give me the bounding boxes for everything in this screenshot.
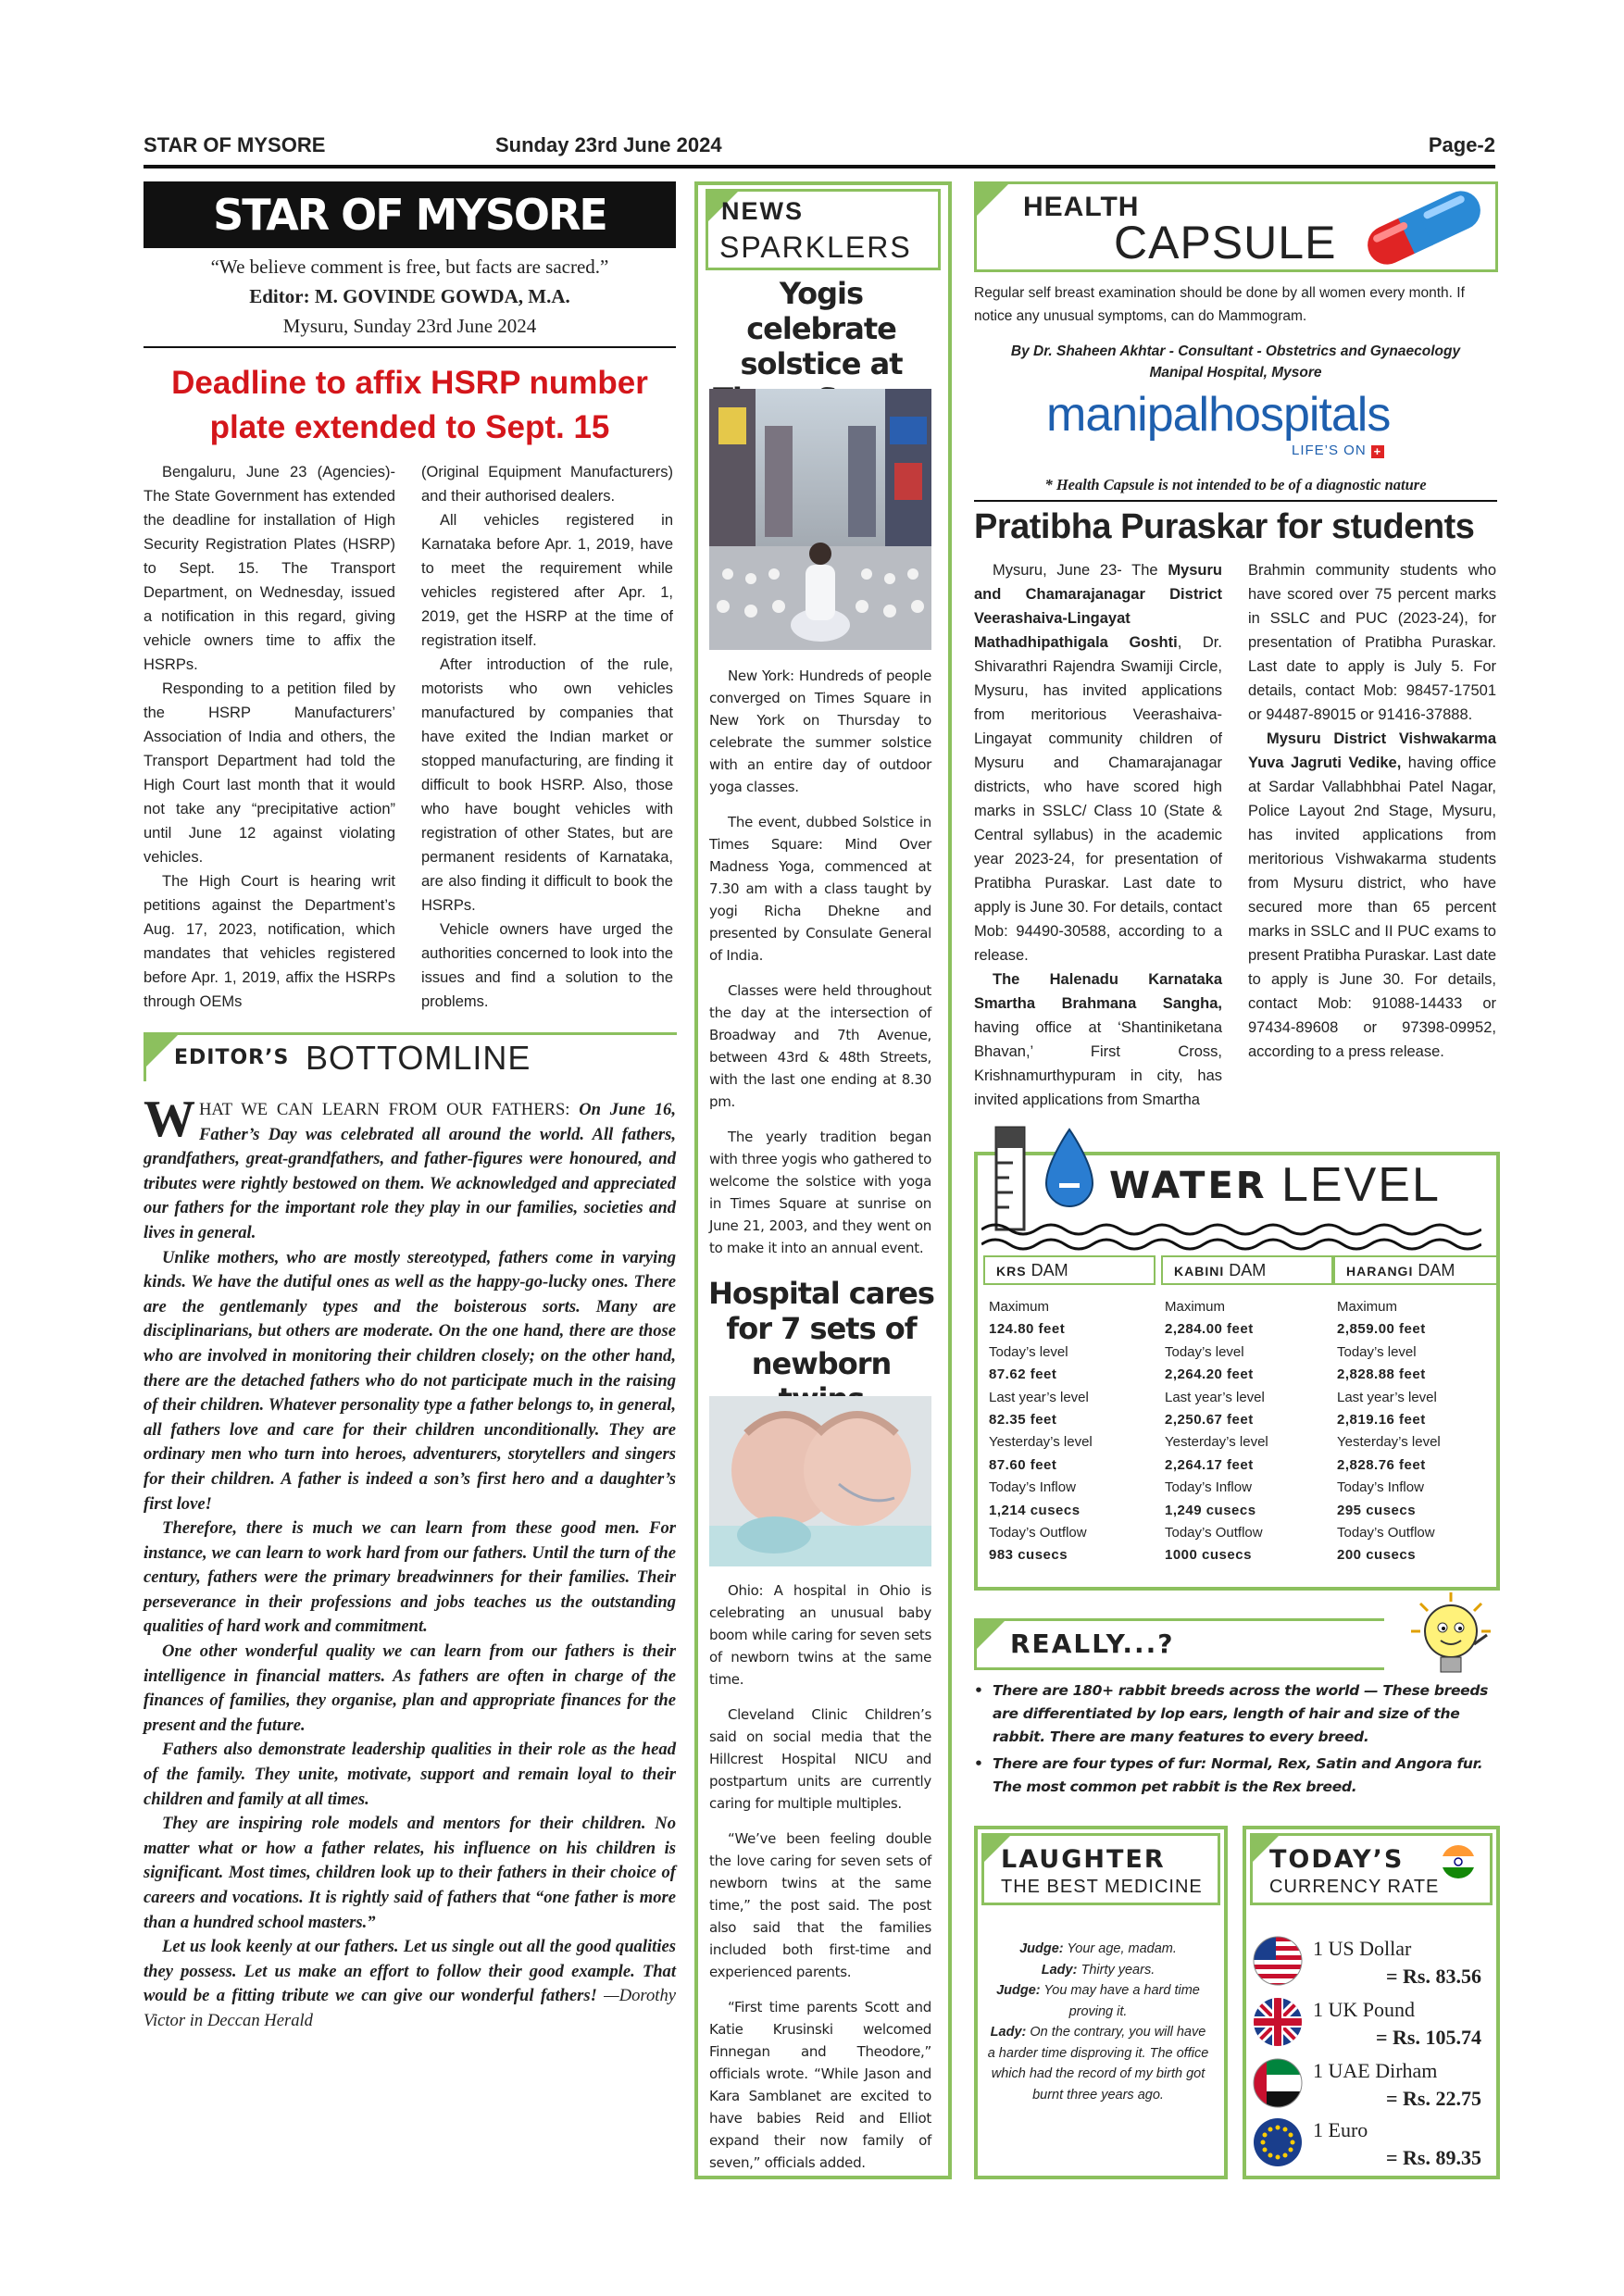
dam-reading-label: Yesterday’s level xyxy=(1337,1434,1441,1451)
dam-kabini-readings xyxy=(1165,1296,1331,1567)
headline-line: solstice at xyxy=(740,346,903,381)
pratibha-paragraph xyxy=(974,558,1222,967)
really-item xyxy=(972,1679,1495,1749)
dam-reading-label: Last year’s level xyxy=(989,1389,1089,1405)
masthead-title: STAR OF MYSORE xyxy=(144,181,676,248)
health-byline-line-1: By Dr. Shaheen Akhtar - Consultant - Obstetrics and Gynaecology xyxy=(1010,343,1461,359)
currency-unit-gbp: 1 UK Pound xyxy=(1313,1998,1416,2021)
dam-reading-label: Today’s level xyxy=(1337,1343,1417,1360)
lead-paragraph: Responding to a petition filed by the HSRP Manufacturers’ Association of India and others, the Transport Department had told the High Court last month that it would not take any “precipitative action” until June 12 against violating vehicles. xyxy=(144,680,395,866)
pratibha-column-2 xyxy=(1248,558,1496,1064)
joke-text: Thirty years. xyxy=(1077,1962,1156,1978)
dam-reading-label: Today’s Inflow xyxy=(989,1479,1076,1496)
sparklers-label-box xyxy=(706,189,941,270)
currency-value-gbp: = Rs. 105.74 xyxy=(1376,2026,1481,2049)
editorial-label-box xyxy=(144,1032,677,1081)
story-paragraph: Cleveland Clinic Children’s said on social media that the Hillcrest Hospital NICU and postpartum units are currently caring for multiple multiples. xyxy=(709,1706,931,1812)
water-wave-icon xyxy=(981,1220,1481,1252)
dam-reading-label: Maximum xyxy=(1337,1299,1398,1315)
newborn-twins-photo xyxy=(709,1396,931,1566)
dam-reading-label: Today’s level xyxy=(989,1343,1068,1360)
currency-value-usd: = Rs. 83.56 xyxy=(1386,1965,1481,1988)
joke-text: On the contrary, you will have a harder time disproving it. The office which had the record of my birth got burnt three years ago. xyxy=(987,2025,1209,2103)
dam-suffix: DAM xyxy=(1418,1261,1455,1279)
editorial-paragraph xyxy=(144,1935,676,2033)
sparkler-story-2-body xyxy=(709,1579,931,2187)
text-run: having office at ‘Shantiniketana Bhavan,’ First Cross, Krishnamurthypuram in city, has invited applications from Smartha xyxy=(974,1019,1222,1108)
editorial-paragraph: They are inspiring role models and mentors for their children. No matter what or how a father relates, his influence on his children is significant. Most times, children look up to their fathers in their choice of careers and vocations. It is rightly said of fathers that “one father is more than a hundred school masters.” xyxy=(144,1814,676,1932)
text-run: having office at Sardar Vallabhbhai Patel Nagar, Police Layout 2nd Stage, Mysuru, has invited applications from meritorious Vishwakarma students from Mysuru district, who have secured more than 65 percent marks in SSLC and II PUC exams to present Pratibha Puraskar. Last date to apply is June 30. For details, contact Mob: 91088-14433 or 97434-89608 or 97398-09952, according to a press release. xyxy=(1248,755,1496,1060)
water-label-1: WATER xyxy=(1109,1165,1268,1207)
story-paragraph: Classes were held throughout the day at the intersection of Broadway and 7th Avenue, between 43rd & 48th Streets, with the last one ending at 8.30 pm. xyxy=(709,982,931,1110)
lead-headline-line-1: Deadline to affix HSRP number xyxy=(171,365,648,401)
editorial-body xyxy=(144,1091,676,2034)
bullet-icon: • xyxy=(974,1682,983,1699)
masthead-motto: “We believe comment is free, but facts are sacred.” xyxy=(210,256,609,278)
green-corner-flag-icon xyxy=(974,1618,1007,1652)
manipal-logo: manipalhospitals xyxy=(1046,388,1391,442)
currency-label-box xyxy=(1250,1833,1493,1905)
pratibha-paragraph xyxy=(1248,727,1496,1064)
editorial-paragraph xyxy=(144,1091,676,1246)
lead-headline-line-2: plate extended to Sept. 15 xyxy=(209,409,610,445)
editorial-paragraph: Therefore, there is much we can learn from these good men. For instance, we can learn to work hard from our fathers. Until the turn of the century, fathers were the primary breadwinners for their families. Their perseverance in their professions and jobs teaches us the outstanding qualities of hard work and commitment. xyxy=(144,1518,676,1637)
editorial-label-2: BOTTOMLINE xyxy=(306,1039,531,1077)
dam-reading-label: Last year’s level xyxy=(1165,1389,1265,1405)
plus-cross-icon: + xyxy=(1371,445,1384,458)
dam-reading-value: 2,264.17 feet xyxy=(1165,1456,1254,1473)
currency-label-2: CURRENCY RATE xyxy=(1269,1877,1440,1897)
dam-reading-label: Last year’s level xyxy=(1337,1389,1437,1405)
joke-speaker: Judge: xyxy=(1019,1941,1064,1956)
lead-column-1 xyxy=(144,460,395,1014)
story-paragraph: “First time parents Scott and Katie Krusinski welcomed Finnegan and Theodore,” officials wrote. “While Jason and Kara Samblanet are excited to have babies Reid and Elliot expand their now family of seven,” officials added. xyxy=(709,1999,931,2171)
dam-name: KABINI xyxy=(1174,1264,1225,1279)
sparklers-label-1: NEWS xyxy=(721,197,804,225)
editorial-last-text: Let us look keenly at our fathers. Let us single out all the good qualities they possess. Let us make an effort to follow their good example. That would be a fitting tribute we can give our wonderful fathers! xyxy=(144,1937,676,2006)
health-byline-line-2: Manipal Hospital, Mysore xyxy=(1149,365,1322,381)
text-run-bold: Mysuru and Chamarajanagar District Veerashaiva-Lingayat Mathadhipathigala Goshti xyxy=(974,562,1222,651)
dam-label-harangi xyxy=(1333,1255,1498,1285)
dam-reading-value: 2,250.67 feet xyxy=(1165,1412,1254,1429)
currency-unit-eur: 1 Euro xyxy=(1313,2118,1368,2141)
india-flag-icon xyxy=(1438,1841,1479,1882)
currency-label-1: TODAY’S xyxy=(1269,1845,1405,1874)
editorial-paragraph: One other wonderful quality we can learn from our fathers is their intelligence in financial matters. As fathers are often in charge of the finances of families, they organise, plan and appropriate finances for the present and the future. xyxy=(144,1641,676,1735)
editorial-dropcap: W xyxy=(144,1091,195,1148)
bullet-icon: • xyxy=(974,1755,983,1772)
editorial-lead-caps: HAT WE CAN LEARN FROM OUR FATHERS: xyxy=(199,1100,570,1119)
really-list xyxy=(972,1679,1495,1799)
really-item-text: There are four types of fur: Normal, Rex, Satin and Angora fur. The most common pet rabbit is the Rex breed. xyxy=(993,1755,1483,1795)
dam-name: KRS xyxy=(996,1264,1027,1279)
dam-reading-label: Maximum xyxy=(989,1299,1050,1315)
health-rule xyxy=(974,500,1497,502)
lead-paragraph: All vehicles registered in Karnataka before Apr. 1, 2019, have to meet the requirement while vehicles registered after Apr. 1, 2019, get the HSRP at the time of registration itself. xyxy=(421,512,673,649)
pratibha-column-1 xyxy=(974,558,1222,1112)
text-run: Mysuru, June 23- The xyxy=(993,562,1168,579)
lead-headline xyxy=(144,361,676,450)
manipal-tagline-text: LIFE’S ON xyxy=(1292,443,1367,458)
laughter-label-box xyxy=(981,1833,1220,1905)
lead-column-2 xyxy=(421,460,673,1014)
joke-speaker: Lady: xyxy=(990,2025,1027,2040)
laughter-joke xyxy=(987,1939,1209,2105)
dam-reading-value: 124.80 feet xyxy=(989,1321,1066,1338)
editorial-paragraph: Unlike mothers, who are mostly stereotyped, fathers come in varying kinds. We have the dutiful ones as well as the happy-go-lucky ones. There are the gentlemanly types and the boisterous sorts. Many are disciplinarians, but others are moderate. On the one hand, there are those who are involved in monitoring their children closely; on the other hand, there are the detached fathers who do not participate much in the raising of their children. Whatever personality type a father belongs to, in general, all fathers love and care for their children unconditionally. They are ordinary men who turn into heroes, adventurers, storytellers and singers for their children. A father is indeed a son’s first hero and a daughter’s first love! xyxy=(144,1247,676,1514)
health-label-box xyxy=(974,181,1498,272)
dam-suffix: DAM xyxy=(1031,1261,1068,1279)
laughter-label-2: THE BEST MEDICINE xyxy=(1001,1877,1203,1897)
dam-reading-label: Yesterday’s level xyxy=(989,1434,1093,1451)
really-label: REALLY...? xyxy=(1010,1628,1175,1659)
uk-flag-icon xyxy=(1252,1996,1304,2048)
page-header xyxy=(144,130,1495,168)
header-date: Sunday 23rd June 2024 xyxy=(495,133,722,156)
masthead-editor: Editor: M. GOVINDE GOWDA, M.A. xyxy=(249,285,570,307)
really-item xyxy=(972,1753,1495,1799)
dam-reading-value: 2,819.16 feet xyxy=(1337,1412,1426,1429)
dam-suffix: DAM xyxy=(1229,1261,1267,1279)
health-byline xyxy=(974,341,1497,383)
lead-paragraph: After introduction of the rule, motorists who own vehicles manufactured by companies that have exited the Indian market or stopped manufacturing, are finding it difficult to book HSRP. Also, those who have bought vehicles with registration of other States, but are permanent residents of Karnataka, are also finding it difficult to book the HSRPs. xyxy=(421,656,673,914)
dam-reading-value: 1,214 cusecs xyxy=(989,1502,1081,1518)
yoga-times-square-photo xyxy=(709,389,931,650)
story-paragraph: “We’ve been feeling double the love caring for seven sets of newborn twins at the same time,” the post said. The post also said that the families included both first-time and experienced parents. xyxy=(709,1830,931,1980)
header-paper-name: STAR OF MYSORE xyxy=(144,133,326,156)
lead-paragraph: (Original Equipment Manufacturers) and their authorised dealers. xyxy=(421,464,673,505)
dam-reading-value: 2,284.00 feet xyxy=(1165,1321,1254,1338)
pratibha-headline: Pratibha Puraskar for students xyxy=(974,507,1475,546)
headline-line: Yogis celebrate xyxy=(746,276,896,346)
joke-text: Your age, madam. xyxy=(1063,1941,1177,1956)
story-paragraph: Ohio: A hospital in Ohio is celebrating an unusual baby boom while caring for seven sets of newborn twins at the same time. xyxy=(709,1582,931,1688)
editorial-paragraph: Fathers also demonstrate leadership qualities in their role as the head of the family. They unite, motivate, support and remain loyal to their children and family at all times. xyxy=(144,1740,676,1809)
dam-reading-value: 2,828.88 feet xyxy=(1337,1366,1426,1383)
health-label-2: CAPSULE xyxy=(1114,217,1337,268)
text-run-bold: The Halenadu Karnataka Smartha Brahmana Sangha, xyxy=(974,971,1222,1012)
story-paragraph: The event, dubbed Solstice in Times Square: Mind Over Madness Yoga, commenced at 7.30 am with a class taught by yogi Richa Dhekne and presented by Consulate General of India. xyxy=(709,814,931,964)
us-flag-icon xyxy=(1252,1935,1304,1987)
lead-paragraph: Bengaluru, June 23 (Agencies)- The State Government has extended the deadline for installation of High Security Registration Plates (HSRP) to Sept. 15. The Transport Department, on Wednesday, issued a notification in this regard, giving vehicle owners time to affix the HSRPs. xyxy=(144,464,395,673)
dam-name: HARANGI xyxy=(1346,1264,1414,1279)
currency-unit-aed: 1 UAE Dirham xyxy=(1313,2059,1438,2082)
really-item-text: There are 180+ rabbit breeds across the world — These breeds are differentiated by lop ears, length of hair and size of the rabbit. There are many features to every breed. xyxy=(993,1682,1489,1745)
green-corner-flag-icon xyxy=(974,181,1011,218)
editorial-credit: —Dorothy Victor in Deccan Herald xyxy=(144,1986,676,2030)
story-paragraph: The yearly tradition began with three yogis who gathered to welcome the solstice with yoga in Times Square at sunrise on June 21, 2003, and they went on to make it into an annual event. xyxy=(709,1129,931,1256)
health-text: Regular self breast examination should be done by all women every month. If notice any unusual symptoms, can do Mammogram. xyxy=(974,285,1465,324)
pratibha-paragraph xyxy=(974,967,1222,1112)
dam-reading-value: 2,264.20 feet xyxy=(1165,1366,1254,1383)
text-run-bold: Mysuru District Vishwakarma Yuva Jagruti Vedike, xyxy=(1248,730,1496,771)
lightbulb-mascot-icon xyxy=(1409,1591,1493,1679)
dam-reading-value: 2,859.00 feet xyxy=(1337,1321,1426,1338)
dam-reading-value: 82.35 feet xyxy=(989,1412,1057,1429)
capsule-pill-icon xyxy=(1355,188,1493,268)
headline-line: Hospital cares xyxy=(708,1276,934,1311)
joke-line xyxy=(987,1960,1209,1981)
dam-reading-value: 295 cusecs xyxy=(1337,1502,1417,1518)
dam-reading-value: 2,828.76 feet xyxy=(1337,1456,1426,1473)
uae-flag-icon xyxy=(1252,2057,1304,2109)
text-run: , Dr. Shivarathri Rajendra Swamiji Circle, Mysuru, has invited applications from meritorious Veerashaiva-Lingayat community children of Mysuru and Chamarajanagar districts, who have scored high marks in SSLC/ Class 10 (State & Central syllabus) in the academic year 2023-24, for presentation of Pratibha Puraskar. Last date to apply is June 30. For details, contact Mob: 94490-30588, according to a release. xyxy=(974,634,1222,964)
dam-reading-label: Today’s Outflow xyxy=(1165,1525,1263,1541)
health-disclaimer: * Health Capsule is not intended to be of a diagnostic nature xyxy=(1044,476,1427,493)
dam-reading-value: 87.60 feet xyxy=(989,1456,1057,1473)
editorial-paragraph-text: On June 16, Father’s Day was celebrated all around the world. All fathers, grandfathers, great-grandfathers, and father-figures were honoured, and tributes were rightly bestowed on them. We acknowledged and appreciated our fathers for the important role they play in our families, societies and lives in general. xyxy=(144,1100,676,1242)
dam-reading-value: 1,249 cusecs xyxy=(1165,1502,1256,1518)
dam-label-kabini xyxy=(1161,1255,1333,1285)
joke-line xyxy=(987,2022,1209,2105)
really-label-box xyxy=(974,1618,1384,1670)
headline-line: newborn xyxy=(751,1346,892,1381)
masthead-rule xyxy=(144,346,676,348)
laughter-label-1: LAUGHTER xyxy=(1001,1845,1166,1874)
currency-unit-usd: 1 US Dollar xyxy=(1313,1937,1412,1960)
joke-line xyxy=(987,1980,1209,2022)
sparklers-label-2: SPARKLERS xyxy=(719,231,912,264)
dam-reading-label: Today’s Outflow xyxy=(989,1525,1087,1541)
editorial-label-1: EDITOR’S xyxy=(174,1046,290,1069)
dam-reading-label: Yesterday’s level xyxy=(1165,1434,1268,1451)
header-page-number: Page-2 xyxy=(1428,133,1495,156)
headline-line: for 7 sets of xyxy=(726,1311,917,1346)
dam-reading-value: 87.62 feet xyxy=(989,1366,1057,1383)
dam-krs-readings xyxy=(989,1296,1156,1567)
dam-harangi-readings xyxy=(1337,1296,1504,1567)
joke-speaker: Lady: xyxy=(1041,1962,1078,1978)
dam-reading-label: Today’s Inflow xyxy=(1337,1479,1424,1496)
pratibha-paragraph: Brahmin community students who have scored over 75 percent marks in SSLC and PUC (2023-24), for presentation of Pratibha Puraskar. Last date to apply is July 5. For details, contact Mob: 98457-17501 or 94487-89015 or 91416-37888. xyxy=(1248,562,1496,723)
eu-flag-icon xyxy=(1252,2116,1304,2168)
dam-reading-label: Today’s level xyxy=(1165,1343,1244,1360)
dam-reading-value: 1000 cusecs xyxy=(1165,1547,1252,1564)
dam-reading-label: Today’s Outflow xyxy=(1337,1525,1435,1541)
sparkler-story-1-body xyxy=(709,665,931,1272)
health-label-1: HEALTH xyxy=(1023,192,1140,222)
dam-reading-value: 200 cusecs xyxy=(1337,1547,1417,1564)
joke-speaker: Judge: xyxy=(996,1983,1041,1998)
dam-reading-value: 983 cusecs xyxy=(989,1547,1068,1564)
story-paragraph: New York: Hundreds of people converged on Times Square in New York on Thursday to celebrate the summer solstice with an entire day of outdoor yoga classes. xyxy=(709,668,931,795)
currency-value-eur: = Rs. 89.35 xyxy=(1386,2146,1481,2169)
joke-line xyxy=(987,1939,1209,1960)
masthead-dateline: Mysuru, Sunday 23rd June 2024 xyxy=(282,315,537,337)
dam-reading-label: Today’s Inflow xyxy=(1165,1479,1252,1496)
dam-reading-label: Maximum xyxy=(1165,1299,1226,1315)
water-label-2: LEVEL xyxy=(1281,1158,1441,1212)
lead-paragraph: Vehicle owners have urged the authorities concerned to look into the issues and find a solution to the problems. xyxy=(421,921,673,1010)
manipal-tagline xyxy=(1292,443,1384,458)
joke-text: You may have a hard time proving it. xyxy=(1040,1983,1200,2019)
dam-label-krs xyxy=(983,1255,1156,1285)
currency-value-aed: = Rs. 22.75 xyxy=(1386,2087,1481,2110)
lead-paragraph: The High Court is hearing writ petitions against the Department’s Aug. 17, 2023, notification, which mandates that vehicles registered before Apr. 1, 2019, affix the HSRPs through OEMs xyxy=(144,873,395,1010)
